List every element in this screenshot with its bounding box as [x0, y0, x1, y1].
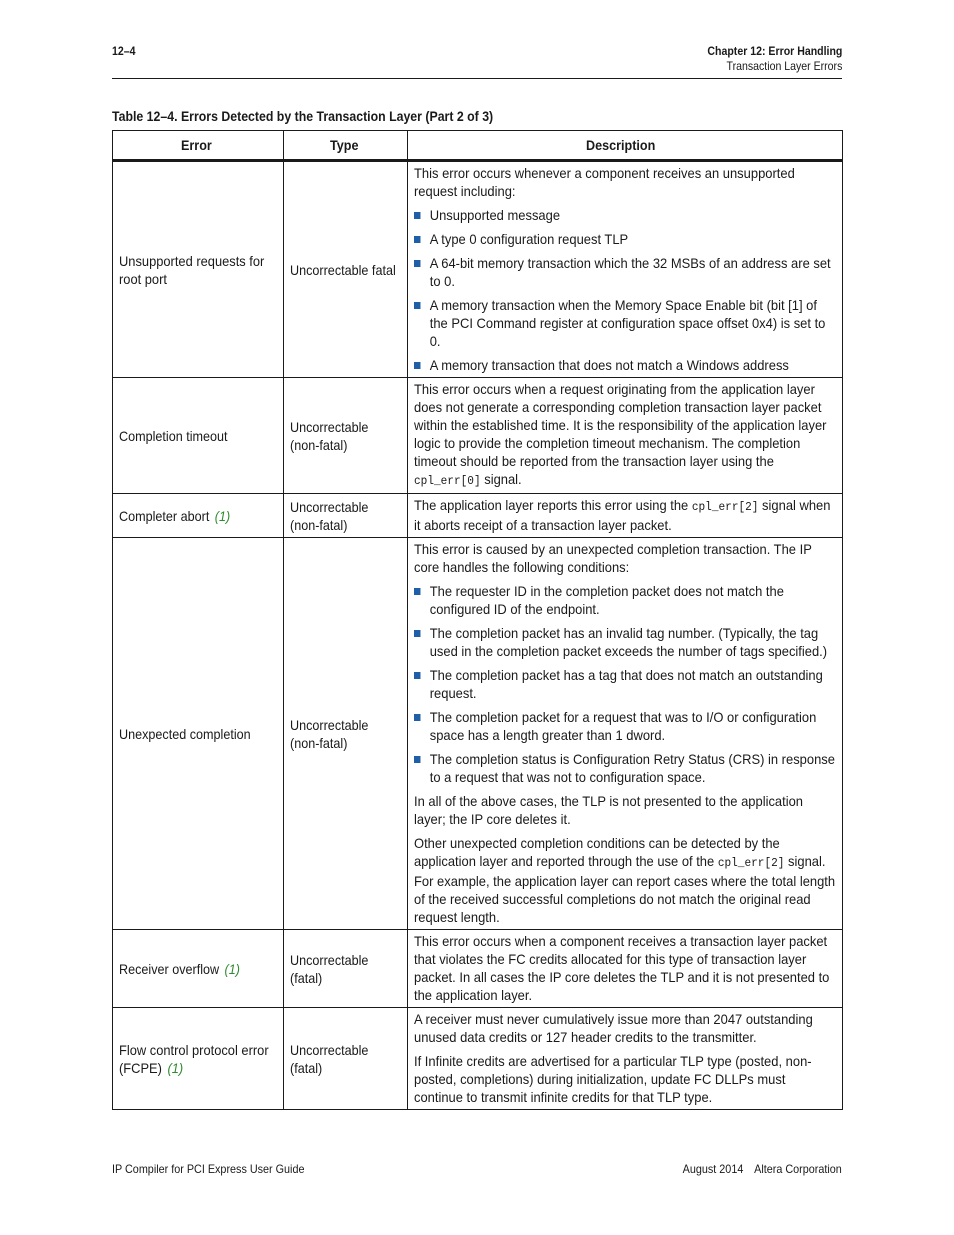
list-item: The completion packet has a tag that does not match an outstanding request.	[414, 666, 836, 702]
list-item: A memory transaction that does not match a Windows address	[414, 356, 836, 374]
description-text: If Infinite credits are advertised for a particular TLP type (posted, non-posted, completions) during initialization, update FC DLLPs must continue to transmit infinite credits for that TLP type.	[414, 1053, 812, 1105]
list-item: The completion status is Configuration Retry Status (CRS) in response to a request that was not to configuration space.	[414, 750, 836, 786]
square-bullet-icon	[414, 756, 420, 763]
type-cell: Uncorrectable fatal	[284, 161, 408, 378]
table-row	[113, 378, 843, 494]
square-bullet-icon	[414, 302, 420, 309]
type-cell: Uncorrectable (fatal)	[284, 1008, 408, 1110]
column-header-description: Description	[408, 131, 843, 161]
square-bullet-icon	[414, 236, 420, 243]
type-cell: Uncorrectable (fatal)	[284, 930, 408, 1008]
list-item: Unsupported message	[414, 206, 836, 224]
description-text: This error occurs when a component receives a transaction layer packet that violates the FC credits allocated for this type of transaction layer packet. In all cases the IP core deletes the TLP and it is not presented to the application layer.	[414, 933, 830, 1003]
signal-name: cpl_err[0]	[414, 474, 481, 488]
square-bullet-icon	[414, 362, 420, 369]
table-row	[113, 930, 843, 1008]
footer-info	[683, 1162, 842, 1176]
type-cell: Uncorrectable (non-fatal)	[284, 378, 408, 494]
condition-list	[414, 206, 836, 374]
errors-table	[112, 130, 843, 1110]
error-cell: Completer abort (1)	[113, 494, 284, 538]
description-cell	[408, 930, 843, 1008]
section-title: Transaction Layer Errors	[726, 59, 842, 73]
square-bullet-icon	[414, 630, 420, 637]
list-item: The requester ID in the completion packet does not match the configured ID of the endpoint.	[414, 582, 836, 618]
description-intro: This error is caused by an unexpected completion transaction. The IP core handles the following conditions:	[414, 541, 812, 575]
footnote-ref: (1)	[224, 960, 240, 977]
error-cell: Unsupported requests for root port	[113, 161, 284, 378]
table-row	[113, 161, 843, 378]
description-text: Other unexpected completion conditions can be detected by the application layer and reported through the use of the cpl_err[2] signal. For example, the application layer can report cases where the total length of the received successful completions do not match the original read request length.	[414, 835, 836, 925]
table-row	[113, 538, 843, 930]
square-bullet-icon	[414, 588, 420, 595]
description-cell	[408, 378, 843, 494]
signal-name: cpl_err[2]	[691, 500, 759, 514]
list-item: A memory transaction when the Memory Space Enable bit (bit [1] of the PCI Command register at configuration space offset 0x4) is set to 0.	[414, 296, 836, 350]
description-cell	[408, 161, 843, 378]
description-text: A receiver must never cumulatively issue more than 2047 outstanding unused data credits or 127 header credits to the transmitter.	[414, 1011, 813, 1045]
footer-date: August 2014	[682, 1162, 744, 1176]
error-cell: Receiver overflow (1)	[113, 930, 284, 1008]
description-text: The application layer reports this error using the cpl_err[2] signal when it aborts receipt of a transaction layer packet.	[414, 497, 831, 533]
page-number: 12–4	[112, 44, 136, 58]
list-item: The completion packet for a request that was to I/O or configuration space has a length greater than 1 dword.	[414, 708, 836, 744]
square-bullet-icon	[414, 672, 420, 679]
table-title: Table 12–4. Errors Detected by the Transaction Layer (Part 2 of 3)	[112, 108, 494, 124]
table-row	[113, 494, 843, 538]
error-cell: Flow control protocol error (FCPE) (1)	[113, 1008, 284, 1110]
footer-guide-title: IP Compiler for PCI Express User Guide	[112, 1162, 305, 1176]
type-cell: Uncorrectable (non-fatal)	[284, 494, 408, 538]
column-header-type: Type	[284, 131, 408, 161]
description-cell	[408, 494, 843, 538]
list-item: A 64-bit memory transaction which the 32 MSBs of an address are set to 0.	[414, 254, 836, 290]
description-cell	[408, 1008, 843, 1110]
description-intro: This error occurs whenever a component receives an unsupported request including:	[414, 165, 795, 199]
description-cell	[408, 538, 843, 930]
type-cell: Uncorrectable (non-fatal)	[284, 538, 408, 930]
square-bullet-icon	[414, 260, 420, 267]
condition-list	[414, 582, 836, 786]
list-item: A type 0 configuration request TLP	[414, 230, 836, 248]
square-bullet-icon	[414, 714, 420, 721]
chapter-title: Chapter 12: Error Handling	[707, 44, 842, 58]
table-row	[113, 1008, 843, 1110]
description-text: In all of the above cases, the TLP is not presented to the application layer; the IP core deletes it.	[414, 793, 804, 827]
table-header-row	[113, 131, 843, 161]
error-cell: Completion timeout	[113, 378, 284, 494]
signal-name: cpl_err[2]	[717, 856, 785, 870]
footer-company: Altera Corporation	[754, 1162, 842, 1176]
footnote-ref: (1)	[167, 1059, 184, 1076]
error-cell: Unexpected completion	[113, 538, 284, 930]
list-item: The completion packet has an invalid tag number. (Typically, the tag used in the completion packet exceeds the number of tags specified.)	[414, 624, 836, 660]
header-rule	[112, 78, 842, 79]
square-bullet-icon	[414, 212, 420, 219]
column-header-error: Error	[113, 131, 284, 161]
running-header	[689, 44, 842, 74]
description-text: This error occurs when a request originating from the application layer does not generate a corresponding completion transaction layer packet within the established time. It is the responsibility of the application layer logic to provide the completion timeout mechanism. The completion timeout should be reported from the transaction layer using the cpl_err[0] signal.	[414, 381, 827, 488]
footnote-ref: (1)	[214, 507, 231, 524]
